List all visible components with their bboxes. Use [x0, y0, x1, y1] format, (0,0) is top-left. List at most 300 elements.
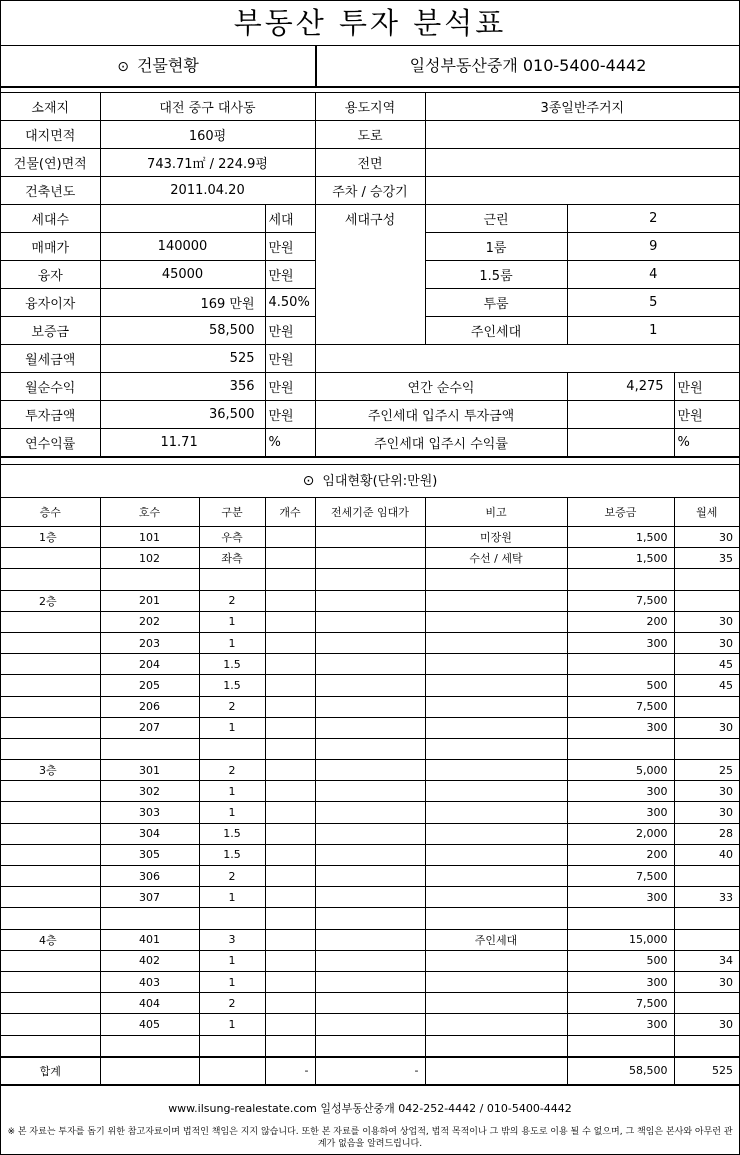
- unit-cell: 301: [100, 760, 199, 781]
- floor-cell: 1층: [1, 527, 100, 548]
- jeonse-cell: [315, 993, 425, 1014]
- note-cell: [425, 844, 567, 865]
- deposit-cell: 300: [567, 717, 674, 738]
- count-cell: [265, 675, 315, 696]
- agency-contact: 일성부동산중개 010-5400-4442: [409, 56, 647, 75]
- jeonse-cell: [315, 527, 425, 548]
- note-cell: [425, 590, 567, 611]
- deposit-cell: 300: [567, 632, 674, 653]
- total-monthly-rent: 525: [674, 1057, 739, 1085]
- deposit-cell: 15,000: [567, 929, 674, 950]
- monthly-rent-cell: 30: [674, 717, 739, 738]
- deposit-cell: 300: [567, 887, 674, 908]
- monthly-rent-cell: [674, 696, 739, 717]
- count-cell: [265, 929, 315, 950]
- total-label: 합계: [1, 1057, 100, 1085]
- owner-investment-label: 주인세대 입주시 투자금액: [315, 401, 567, 429]
- unit-cell: 401: [100, 929, 199, 950]
- deposit-cell: 300: [567, 971, 674, 992]
- floor-area-value: 743.71㎡ / 224.9평: [100, 149, 315, 177]
- note-cell: [425, 696, 567, 717]
- monthly-rent-cell: 30: [674, 527, 739, 548]
- type-cell: 2: [199, 696, 265, 717]
- monthly-net-label: 월순수익: [1, 373, 100, 401]
- unit-cell: 206: [100, 696, 199, 717]
- monthly-rent-cell: 33: [674, 887, 739, 908]
- lease-status-title: 임대현황(단위:만원): [322, 474, 438, 489]
- table-row: [1, 611, 739, 632]
- composition-type: 투룸: [425, 289, 567, 317]
- type-cell: [199, 569, 265, 590]
- unit-cell: 304: [100, 823, 199, 844]
- note-cell: [425, 823, 567, 844]
- total-cell: [100, 1057, 199, 1085]
- road-label: 도로: [315, 121, 425, 149]
- unit-cell: 204: [100, 654, 199, 675]
- composition-count: 2: [567, 205, 739, 233]
- floor-cell: [1, 675, 100, 696]
- lease-header-row: [1, 498, 739, 527]
- count-cell: [265, 654, 315, 675]
- deposit-cell: 300: [567, 1014, 674, 1035]
- count-cell: [265, 908, 315, 929]
- unit-cell: 101: [100, 527, 199, 548]
- deposit-cell: 7,500: [567, 590, 674, 611]
- yield-value: 11.71: [100, 429, 265, 457]
- jeonse-cell: [315, 675, 425, 696]
- unit-cell: [100, 908, 199, 929]
- parking-value: [425, 177, 739, 205]
- type-cell: 2: [199, 993, 265, 1014]
- jeonse-cell: [315, 1014, 425, 1035]
- count-cell: [265, 548, 315, 569]
- note-cell: 수선 / 세탁: [425, 548, 567, 569]
- total-cell: [425, 1057, 567, 1085]
- footer-contact: www.ilsung-realestate.com 일성부동산중개 042-252-4442 / 010-5400-4442: [168, 1101, 572, 1115]
- deposit-value: 58,500: [100, 317, 265, 345]
- note-cell: [425, 887, 567, 908]
- type-cell: 3: [199, 929, 265, 950]
- floor-cell: [1, 971, 100, 992]
- count-cell: [265, 696, 315, 717]
- lease-table: [1, 498, 739, 1086]
- unit-cell: [100, 1035, 199, 1057]
- column-header: 개수: [265, 498, 315, 527]
- summary-row: [1, 233, 739, 261]
- zoning-label: 용도지역: [315, 93, 425, 121]
- monthly-rent-cell: 30: [674, 781, 739, 802]
- composition-count: 4: [567, 261, 739, 289]
- table-row: [1, 887, 739, 908]
- table-row: [1, 950, 739, 971]
- note-cell: [425, 632, 567, 653]
- monthly-rent-unit: 만원: [265, 345, 315, 373]
- unit-cell: 402: [100, 950, 199, 971]
- summary-row: [1, 121, 739, 149]
- jeonse-cell: [315, 866, 425, 887]
- composition-count: 9: [567, 233, 739, 261]
- jeonse-cell: [315, 611, 425, 632]
- floor-cell: [1, 950, 100, 971]
- deposit-cell: [567, 654, 674, 675]
- unit-cell: 302: [100, 781, 199, 802]
- type-cell: 1: [199, 717, 265, 738]
- floor-cell: [1, 781, 100, 802]
- note-cell: 주인세대: [425, 929, 567, 950]
- location-label: 소재지: [1, 93, 100, 121]
- monthly-rent-cell: 25: [674, 760, 739, 781]
- monthly-rent-cell: 30: [674, 1014, 739, 1035]
- monthly-rent-cell: [674, 866, 739, 887]
- unit-cell: 403: [100, 971, 199, 992]
- jeonse-cell: [315, 654, 425, 675]
- monthly-rent-cell: [674, 590, 739, 611]
- unit-cell: 201: [100, 590, 199, 611]
- type-cell: 1: [199, 632, 265, 653]
- jeonse-cell: [315, 950, 425, 971]
- note-cell: 미장원: [425, 527, 567, 548]
- deposit-cell: 500: [567, 950, 674, 971]
- target-icon: ⊙: [302, 473, 315, 489]
- yield-unit: %: [265, 429, 315, 457]
- summary-row: [1, 289, 739, 317]
- table-row: [1, 527, 739, 548]
- count-cell: [265, 1014, 315, 1035]
- floor-cell: [1, 802, 100, 823]
- floor-cell: [1, 696, 100, 717]
- jeonse-cell: [315, 717, 425, 738]
- summary-row: [1, 429, 739, 457]
- jeonse-cell: [315, 696, 425, 717]
- deposit-cell: 7,500: [567, 993, 674, 1014]
- note-cell: [425, 675, 567, 696]
- land-area-value: 160평: [100, 121, 315, 149]
- type-cell: 2: [199, 866, 265, 887]
- deposit-cell: 200: [567, 611, 674, 632]
- households-label: 세대수: [1, 205, 100, 233]
- floor-cell: [1, 717, 100, 738]
- table-row: [1, 802, 739, 823]
- note-cell: [425, 993, 567, 1014]
- deposit-cell: 300: [567, 802, 674, 823]
- jeonse-cell: [315, 781, 425, 802]
- deposit-unit: 만원: [265, 317, 315, 345]
- interest-value: 169 만원: [100, 289, 265, 317]
- type-cell: 2: [199, 760, 265, 781]
- unit-cell: 305: [100, 844, 199, 865]
- floor-cell: 4층: [1, 929, 100, 950]
- page-title: 부동산 투자 분석표: [1, 1, 739, 46]
- note-cell: [425, 781, 567, 802]
- unit-cell: 306: [100, 866, 199, 887]
- column-header: 호수: [100, 498, 199, 527]
- lease-rows: [1, 527, 739, 1057]
- unit-cell: 307: [100, 887, 199, 908]
- households-value: [100, 205, 265, 233]
- count-cell: [265, 1035, 315, 1057]
- deposit-cell: 7,500: [567, 696, 674, 717]
- deposit-cell: 7,500: [567, 866, 674, 887]
- table-row: [1, 696, 739, 717]
- column-header: 비고: [425, 498, 567, 527]
- deposit-cell: 2,000: [567, 823, 674, 844]
- jeonse-cell: [315, 590, 425, 611]
- count-cell: [265, 802, 315, 823]
- count-cell: [265, 866, 315, 887]
- floor-cell: 3층: [1, 760, 100, 781]
- table-row: [1, 823, 739, 844]
- deposit-cell: [567, 738, 674, 759]
- type-cell: 1: [199, 611, 265, 632]
- owner-yield-label: 주인세대 입주시 수익률: [315, 429, 567, 457]
- annual-net-label: 연간 순수익: [315, 373, 567, 401]
- investment-unit: 만원: [265, 401, 315, 429]
- count-cell: [265, 781, 315, 802]
- summary-row: [1, 149, 739, 177]
- note-cell: [425, 654, 567, 675]
- investment-value: 36,500: [100, 401, 265, 429]
- unit-cell: [100, 569, 199, 590]
- count-cell: [265, 993, 315, 1014]
- note-cell: [425, 738, 567, 759]
- note-cell: [425, 908, 567, 929]
- table-row: [1, 781, 739, 802]
- parking-label: 주차 / 승강기: [315, 177, 425, 205]
- loan-unit: 만원: [265, 261, 315, 289]
- table-row: [1, 675, 739, 696]
- type-cell: 1: [199, 802, 265, 823]
- note-cell: [425, 611, 567, 632]
- monthly-rent-cell: [674, 908, 739, 929]
- table-row: [1, 632, 739, 653]
- column-header: 보증금: [567, 498, 674, 527]
- price-value: 140000: [100, 233, 265, 261]
- interest-rate: 4.50%: [265, 289, 315, 317]
- column-header: 구분: [199, 498, 265, 527]
- count-cell: [265, 823, 315, 844]
- unit-cell: 207: [100, 717, 199, 738]
- unit-cell: 205: [100, 675, 199, 696]
- table-row: [1, 738, 739, 759]
- monthly-rent-cell: [674, 993, 739, 1014]
- deposit-label: 보증금: [1, 317, 100, 345]
- composition-spacer: [315, 289, 425, 317]
- annual-net-unit: 만원: [674, 373, 739, 401]
- monthly-rent-cell: 30: [674, 971, 739, 992]
- frontage-label: 전면: [315, 149, 425, 177]
- empty-cell: [315, 345, 739, 373]
- unit-cell: 303: [100, 802, 199, 823]
- type-cell: [199, 908, 265, 929]
- floor-cell: 2층: [1, 590, 100, 611]
- monthly-rent-cell: [674, 1035, 739, 1057]
- jeonse-cell: [315, 844, 425, 865]
- floor-cell: [1, 866, 100, 887]
- count-cell: [265, 844, 315, 865]
- jeonse-cell: [315, 760, 425, 781]
- road-value: [425, 121, 739, 149]
- floor-cell: [1, 548, 100, 569]
- price-label: 매매가: [1, 233, 100, 261]
- count-cell: [265, 950, 315, 971]
- jeonse-cell: [315, 569, 425, 590]
- floor-area-label: 건물(연)면적: [1, 149, 100, 177]
- count-cell: [265, 590, 315, 611]
- composition-type: 1.5룸: [425, 261, 567, 289]
- frontage-value: [425, 149, 739, 177]
- deposit-cell: [567, 908, 674, 929]
- location-value: 대전 중구 대사동: [100, 93, 315, 121]
- floor-cell: [1, 887, 100, 908]
- monthly-net-unit: 만원: [265, 373, 315, 401]
- deposit-cell: 5,000: [567, 760, 674, 781]
- table-row: [1, 548, 739, 569]
- note-cell: [425, 1014, 567, 1035]
- unit-cell: [100, 738, 199, 759]
- building-status-heading: [1, 46, 317, 86]
- jeonse-cell: [315, 802, 425, 823]
- floor-cell: [1, 1014, 100, 1035]
- type-cell: [199, 1035, 265, 1057]
- note-cell: [425, 1035, 567, 1057]
- monthly-rent-value: 525: [100, 345, 265, 373]
- floor-cell: [1, 654, 100, 675]
- floor-cell: [1, 908, 100, 929]
- monthly-rent-cell: 28: [674, 823, 739, 844]
- monthly-rent-cell: 35: [674, 548, 739, 569]
- floor-cell: [1, 844, 100, 865]
- total-row: [1, 1057, 739, 1085]
- count-cell: [265, 760, 315, 781]
- column-header: 전세기준 임대가: [315, 498, 425, 527]
- owner-investment-value: [567, 401, 674, 429]
- type-cell: 우측: [199, 527, 265, 548]
- summary-row: [1, 261, 739, 289]
- table-row: [1, 590, 739, 611]
- deposit-cell: [567, 1035, 674, 1057]
- composition-count: 1: [567, 317, 739, 345]
- count-cell: [265, 717, 315, 738]
- note-cell: [425, 802, 567, 823]
- deposit-cell: 1,500: [567, 527, 674, 548]
- table-row: [1, 654, 739, 675]
- count-cell: [265, 887, 315, 908]
- monthly-rent-cell: 30: [674, 802, 739, 823]
- floor-cell: [1, 632, 100, 653]
- owner-yield-unit: %: [674, 429, 739, 457]
- note-cell: [425, 866, 567, 887]
- note-cell: [425, 569, 567, 590]
- floor-cell: [1, 569, 100, 590]
- yield-label: 연수익률: [1, 429, 100, 457]
- type-cell: [199, 738, 265, 759]
- monthly-rent-cell: 30: [674, 611, 739, 632]
- floor-cell: [1, 738, 100, 759]
- summary-row: [1, 177, 739, 205]
- jeonse-cell: [315, 887, 425, 908]
- section-header: [1, 46, 739, 88]
- composition-type: 근린: [425, 205, 567, 233]
- composition-label: 세대구성: [315, 205, 425, 233]
- monthly-rent-cell: 45: [674, 654, 739, 675]
- total-jeonse: -: [315, 1057, 425, 1085]
- annual-net-value: 4,275: [567, 373, 674, 401]
- floor-cell: [1, 1035, 100, 1057]
- type-cell: 1: [199, 781, 265, 802]
- column-header: 월세: [674, 498, 739, 527]
- built-year-label: 건축년도: [1, 177, 100, 205]
- deposit-cell: 1,500: [567, 548, 674, 569]
- unit-cell: 102: [100, 548, 199, 569]
- monthly-rent-cell: 30: [674, 632, 739, 653]
- total-deposit: 58,500: [567, 1057, 674, 1085]
- monthly-rent-label: 월세금액: [1, 345, 100, 373]
- table-row: [1, 569, 739, 590]
- jeonse-cell: [315, 632, 425, 653]
- jeonse-cell: [315, 738, 425, 759]
- type-cell: 1.5: [199, 675, 265, 696]
- type-cell: 1: [199, 950, 265, 971]
- unit-cell: 404: [100, 993, 199, 1014]
- type-cell: 1: [199, 1014, 265, 1035]
- monthly-rent-cell: 45: [674, 675, 739, 696]
- table-row: [1, 971, 739, 992]
- floor-cell: [1, 993, 100, 1014]
- owner-yield-value: [567, 429, 674, 457]
- type-cell: 1.5: [199, 823, 265, 844]
- monthly-net-value: 356: [100, 373, 265, 401]
- households-unit: 세대: [265, 205, 315, 233]
- land-area-label: 대지면적: [1, 121, 100, 149]
- summary-row: [1, 317, 739, 345]
- jeonse-cell: [315, 548, 425, 569]
- jeonse-cell: [315, 908, 425, 929]
- note-cell: [425, 760, 567, 781]
- jeonse-cell: [315, 823, 425, 844]
- floor-cell: [1, 823, 100, 844]
- table-row: [1, 1014, 739, 1035]
- count-cell: [265, 611, 315, 632]
- composition-spacer: [315, 317, 425, 345]
- total-cell: [199, 1057, 265, 1085]
- loan-label: 융자: [1, 261, 100, 289]
- summary-table: [1, 93, 739, 457]
- type-cell: 1: [199, 971, 265, 992]
- note-cell: [425, 971, 567, 992]
- deposit-cell: 500: [567, 675, 674, 696]
- target-icon: ⊙: [117, 59, 129, 75]
- monthly-rent-cell: 40: [674, 844, 739, 865]
- count-cell: [265, 527, 315, 548]
- investment-label: 투자금액: [1, 401, 100, 429]
- composition-spacer: [315, 261, 425, 289]
- summary-row: [1, 373, 739, 401]
- composition-spacer: [315, 233, 425, 261]
- monthly-rent-cell: [674, 929, 739, 950]
- floor-cell: [1, 611, 100, 632]
- built-year-value: 2011.04.20: [100, 177, 315, 205]
- deposit-cell: 300: [567, 781, 674, 802]
- monthly-rent-cell: [674, 738, 739, 759]
- unit-cell: 203: [100, 632, 199, 653]
- table-row: [1, 717, 739, 738]
- table-row: [1, 866, 739, 887]
- lease-status-heading: [1, 465, 739, 498]
- note-cell: [425, 717, 567, 738]
- owner-investment-unit: 만원: [674, 401, 739, 429]
- building-status-label: 건물현황: [136, 56, 199, 75]
- price-unit: 만원: [265, 233, 315, 261]
